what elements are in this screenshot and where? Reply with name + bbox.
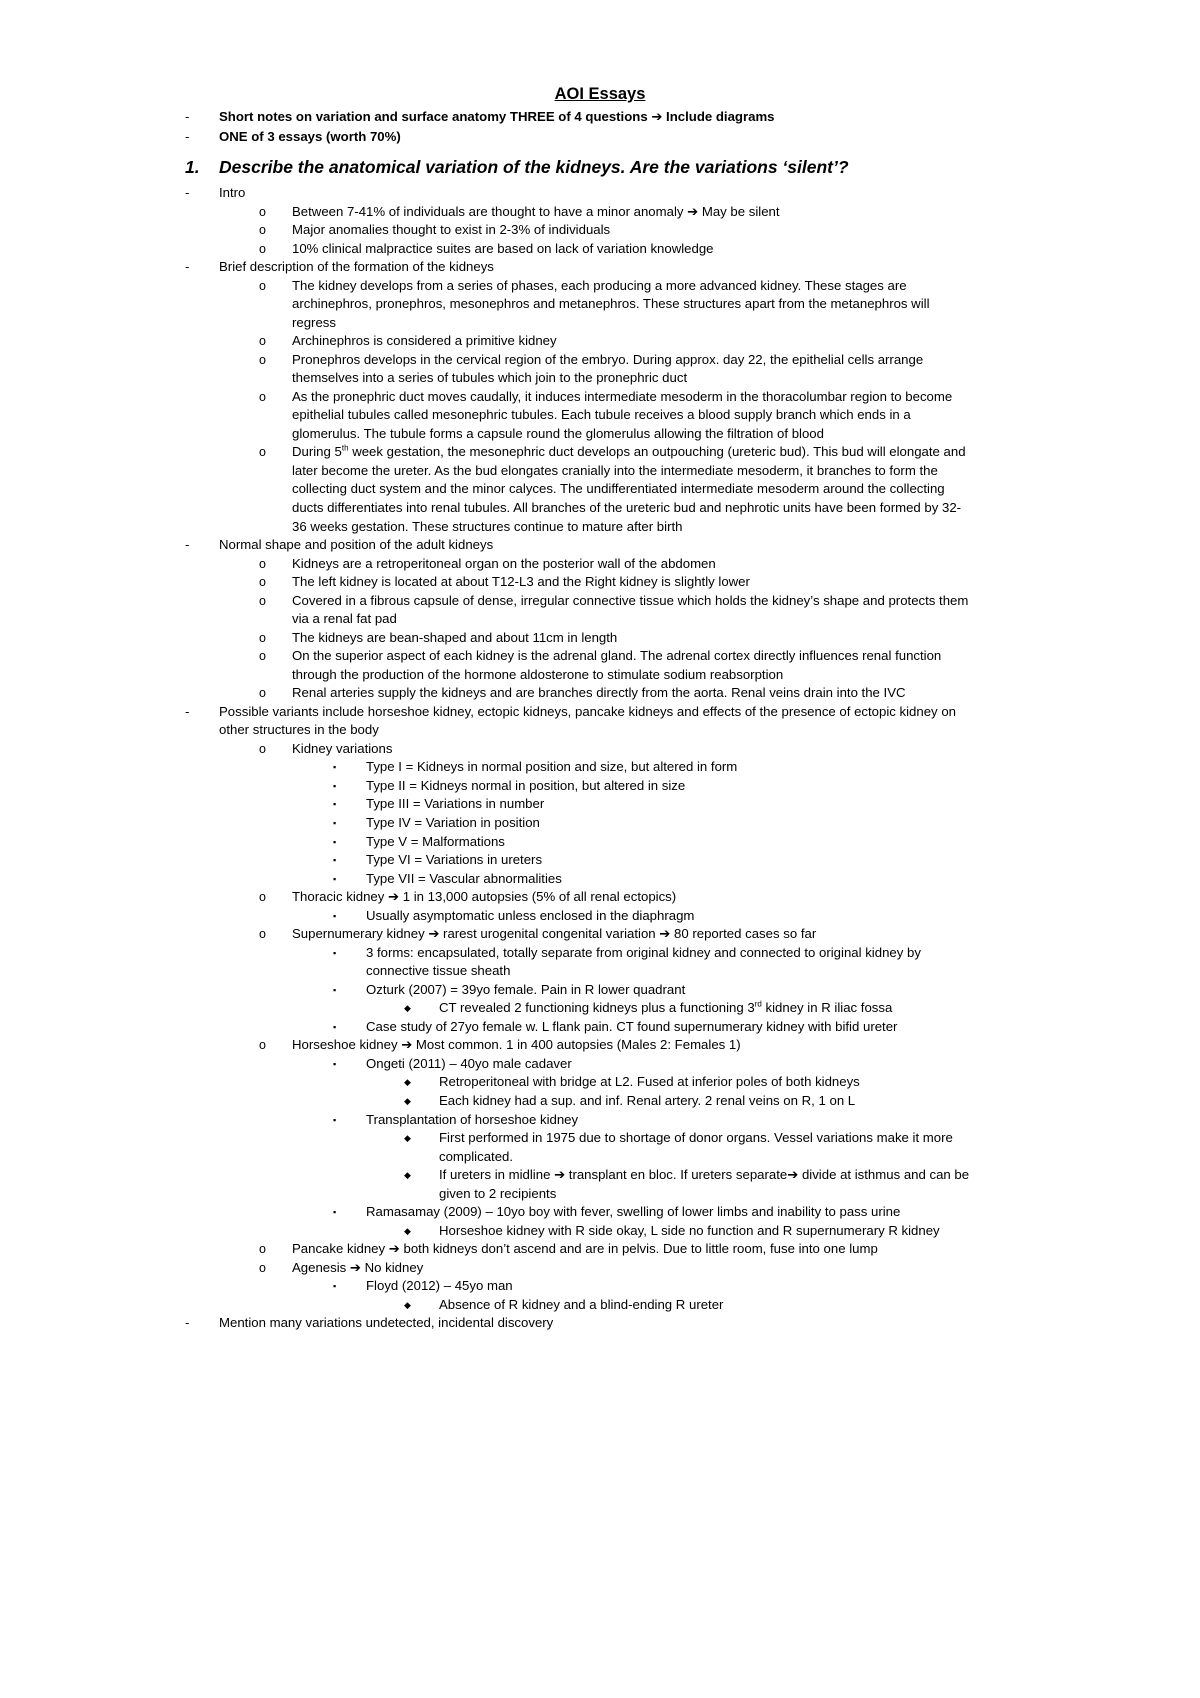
line-text: later become the ureter. As the bud elongates cranially into the intermediate mesoderm, it branches to form the <box>292 463 938 478</box>
line-text: Each kidney had a sup. and inf. Renal artery. 2 renal veins on R, 1 on L <box>439 1093 856 1108</box>
line-text: ONE of 3 essays (worth 70%) <box>219 129 401 144</box>
line-text: Between 7-41% of individuals are thought to have a minor anomaly ➔ May be silent <box>292 204 780 219</box>
line-text: Major anomalies thought to exist in 2-3% of individuals <box>292 222 611 237</box>
line-text: Type IV = Variation in position <box>366 815 540 830</box>
bullet-marker: - <box>185 129 190 144</box>
bullet-marker: ▪ <box>333 1281 337 1291</box>
bullet-marker: ▪ <box>333 985 337 995</box>
line-text: Type VI = Variations in ureters <box>366 852 543 867</box>
bullet-marker: ▪ <box>333 911 337 921</box>
bullet-marker: o <box>259 279 266 293</box>
bullet-marker: ◆ <box>404 1133 411 1143</box>
line-text: other structures in the body <box>219 722 379 737</box>
line-text: Case study of 27yo female w. L flank pain. CT found supernumerary kidney with bifid ureter <box>366 1019 898 1034</box>
line-text: Transplantation of horseshoe kidney <box>366 1112 579 1127</box>
line-text: epithelial tubules called mesonephric tubules. Each tubule receives a blood supply branch which ends in a <box>292 407 911 422</box>
bullet-marker: o <box>259 390 266 404</box>
line-text: Ongeti (2011) – 40yo male cadaver <box>366 1056 572 1071</box>
bullet-marker: ▪ <box>333 799 337 809</box>
bullet-marker: ▪ <box>333 781 337 791</box>
bullet-marker: o <box>259 445 266 459</box>
line-text: Brief description of the formation of the kidneys <box>219 259 494 274</box>
line-text: Usually asymptomatic unless enclosed in the diaphragm <box>366 908 695 923</box>
line-text: collecting duct system and the minor calyces. The undifferentiated intermediate mesoderm around the collecting <box>292 481 945 496</box>
line-text: The kidney develops from a series of phases, each producing a more advanced kidney. These stages are <box>292 278 907 293</box>
line-text: Renal arteries supply the kidneys and are branches directly from the aorta. Renal veins drain into the IVC <box>292 685 906 700</box>
bullet-marker: o <box>259 631 266 645</box>
bullet-marker: - <box>185 185 190 200</box>
line-text: Ramasamay (2009) – 10yo boy with fever, swelling of lower limbs and inability to pass urine <box>366 1204 901 1219</box>
line-text: Pronephros develops in the cervical region of the embryo. During approx. day 22, the epithelial cells arrange <box>292 352 924 367</box>
bullet-marker: o <box>259 557 266 571</box>
bullet-marker: ◆ <box>404 1077 411 1087</box>
line-text: Short notes on variation and surface anatomy THREE of 4 questions ➔ Include diagrams <box>219 109 775 124</box>
line-text: complicated. <box>439 1149 514 1164</box>
bullet-marker: o <box>259 1242 266 1256</box>
line-text: Horseshoe kidney ➔ Most common. 1 in 400 autopsies (Males 2: Females 1) <box>292 1037 741 1052</box>
line-text: Supernumerary kidney ➔ rarest urogenital congenital variation ➔ 80 reported cases so far <box>292 926 817 941</box>
bullet-marker: o <box>259 594 266 608</box>
line-text: ducts differentiates into renal tubules. All branches of the ureteric bud and nephrotic units have been formed by 32- <box>292 500 962 515</box>
line-text: Ozturk (2007) = 39yo female. Pain in R lower quadrant <box>366 982 686 997</box>
bullet-marker: o <box>259 205 266 219</box>
line-text: connective tissue sheath <box>366 963 511 978</box>
bullet-marker: - <box>185 704 190 719</box>
bullet-marker: ◆ <box>404 1096 411 1106</box>
line-text: Normal shape and position of the adult kidneys <box>219 537 494 552</box>
bullet-marker: - <box>185 109 190 124</box>
bullet-marker: o <box>259 575 266 589</box>
line-text: 36 weeks gestation. These structures continue to mature after birth <box>292 519 683 534</box>
line-text: Type VII = Vascular abnormalities <box>366 871 562 886</box>
line-text: Retroperitoneal with bridge at L2. Fused at inferior poles of both kidneys <box>439 1074 860 1089</box>
bullet-marker: o <box>259 1038 266 1052</box>
line-text: via a renal fat pad <box>292 611 397 626</box>
line-text: Kidney variations <box>292 741 393 756</box>
line-text: Mention many variations undetected, incidental discovery <box>219 1315 554 1330</box>
bullet-marker: ▪ <box>333 762 337 772</box>
line-text: Type II = Kidneys normal in position, but altered in size <box>366 778 686 793</box>
line-text: As the pronephric duct moves caudally, it induces intermediate mesoderm in the thoracolumbar region to become <box>292 389 953 404</box>
bullet-marker: ▪ <box>333 874 337 884</box>
bullet-marker: o <box>259 1261 266 1275</box>
line-text: Archinephros is considered a primitive kidney <box>292 333 557 348</box>
line-text: regress <box>292 315 336 330</box>
line-text: glomerulus. The tubule forms a capsule round the glomerulus allowing the filtration of blood <box>292 426 824 441</box>
line-text: The left kidney is located at about T12-L3 and the Right kidney is slightly lower <box>292 574 750 589</box>
document-title: AOI Essays <box>554 85 646 103</box>
bullet-marker: ◆ <box>404 1300 411 1310</box>
question-number: 1. <box>185 157 200 177</box>
line-text: CT revealed 2 functioning kidneys plus a functioning 3rd kidney in R iliac fossa <box>439 999 893 1015</box>
bullet-marker: ◆ <box>404 1170 411 1180</box>
bullet-marker: o <box>259 242 266 256</box>
bullet-marker: o <box>259 353 266 367</box>
line-text: On the superior aspect of each kidney is the adrenal gland. The adrenal cortex directly influences renal function <box>292 648 942 663</box>
line-text: Intro <box>219 185 246 200</box>
bullet-marker: - <box>185 537 190 552</box>
line-text: Type V = Malformations <box>366 834 505 849</box>
bullet-marker: ◆ <box>404 1226 411 1236</box>
line-text: themselves into a series of tubules which join to the pronephric duct <box>292 370 688 385</box>
line-text: Pancake kidney ➔ both kidneys don’t ascend and are in pelvis. Due to little room, fuse into one lump <box>292 1241 878 1256</box>
bullet-marker: ▪ <box>333 855 337 865</box>
bullet-marker: ▪ <box>333 948 337 958</box>
bullet-marker: ▪ <box>333 1059 337 1069</box>
line-text: archinephros, pronephros, mesonephros and metanephros. These structures apart from the metanephros will <box>292 296 930 311</box>
line-text: Agenesis ➔ No kidney <box>292 1260 424 1275</box>
line-text: Floyd (2012) – 45yo man <box>366 1278 513 1293</box>
bullet-marker: o <box>259 927 266 941</box>
bullet-marker: o <box>259 890 266 904</box>
bullet-marker: o <box>259 334 266 348</box>
line-text: During 5th week gestation, the mesonephric duct develops an outpouching (ureteric bud). This bud will elongate and <box>292 443 966 459</box>
line-text: Kidneys are a retroperitoneal organ on the posterior wall of the abdomen <box>292 556 716 571</box>
line-text: The kidneys are bean-shaped and about 11cm in length <box>292 630 618 645</box>
line-text: Horseshoe kidney with R side okay, L side no function and R supernumerary R kidney <box>439 1223 940 1238</box>
line-text: If ureters in midline ➔ transplant en bloc. If ureters separate➔ divide at isthmus and can be <box>439 1167 970 1182</box>
line-text: given to 2 recipients <box>439 1186 557 1201</box>
bullet-marker: ▪ <box>333 837 337 847</box>
line-text: 3 forms: encapsulated, totally separate from original kidney and connected to original kidney by <box>366 945 921 960</box>
line-text: Type I = Kidneys in normal position and size, but altered in form <box>366 759 738 774</box>
bullet-marker: ▪ <box>333 1022 337 1032</box>
bullet-marker: o <box>259 742 266 756</box>
line-text: Thoracic kidney ➔ 1 in 13,000 autopsies (5% of all renal ectopics) <box>292 889 677 904</box>
line-text: Type III = Variations in number <box>366 796 545 811</box>
line-text: Possible variants include horseshoe kidney, ectopic kidneys, pancake kidneys and effects of the presence of ectopic kidney on <box>219 704 956 719</box>
bullet-marker: ▪ <box>333 1207 337 1217</box>
line-text: First performed in 1975 due to shortage of donor organs. Vessel variations make it more <box>439 1130 953 1145</box>
line-text: Covered in a fibrous capsule of dense, irregular connective tissue which holds the kidney’s shape and protects them <box>292 593 969 608</box>
line-text: through the production of the hormone aldosterone to stimulate sodium reabsorption <box>292 667 784 682</box>
line-text: Absence of R kidney and a blind-ending R ureter <box>439 1297 724 1312</box>
bullet-marker: ◆ <box>404 1003 411 1013</box>
question-text: Describe the anatomical variation of the kidneys. Are the variations ‘silent’? <box>219 157 849 177</box>
bullet-marker: o <box>259 686 266 700</box>
bullet-marker: - <box>185 1315 190 1330</box>
bullet-marker: o <box>259 223 266 237</box>
line-text: 10% clinical malpractice suites are based on lack of variation knowledge <box>292 241 714 256</box>
bullet-marker: - <box>185 259 190 274</box>
bullet-marker: ▪ <box>333 1115 337 1125</box>
bullet-marker: o <box>259 649 266 663</box>
bullet-marker: ▪ <box>333 818 337 828</box>
